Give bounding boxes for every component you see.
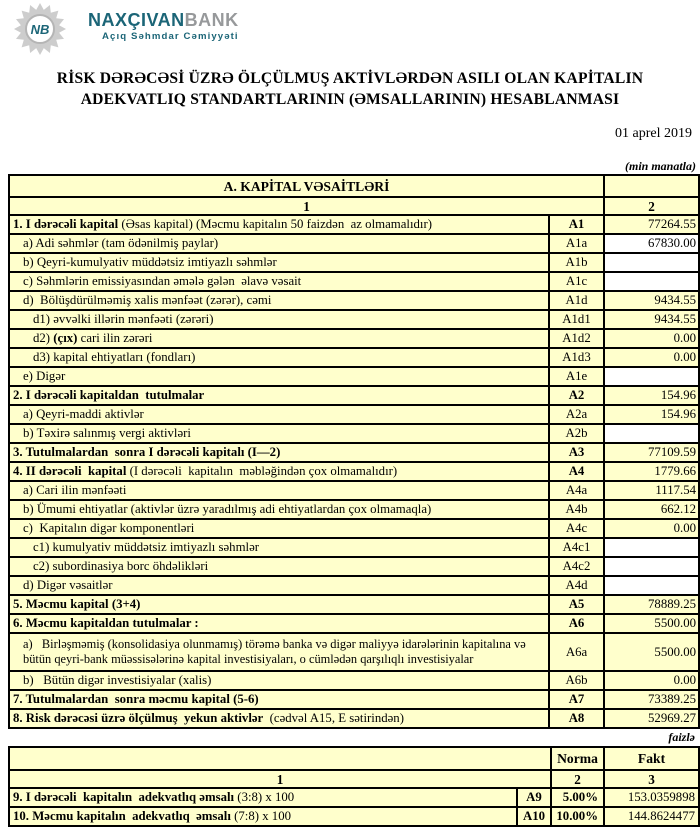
row-label-pre: c) Kapitalın digər komponentləri bbox=[23, 521, 195, 535]
capital-table-row bbox=[9, 234, 699, 253]
row-code: A4c bbox=[549, 519, 604, 538]
capital-table-row bbox=[9, 405, 699, 424]
row-value bbox=[604, 557, 699, 576]
row-label bbox=[9, 405, 549, 424]
colnum-label: 1 bbox=[9, 197, 604, 215]
row-value: 0.00 bbox=[604, 671, 699, 690]
row-label-pre: e) Digər bbox=[23, 369, 66, 383]
ratio-table-header-row bbox=[9, 747, 699, 770]
bank-emblem-monogram: NB bbox=[30, 22, 50, 37]
capital-table-row bbox=[9, 614, 699, 633]
bank-header bbox=[0, 0, 700, 58]
capital-table-row bbox=[9, 633, 699, 671]
ratio-table-colnum-row bbox=[9, 770, 699, 788]
section-header: A. KAPİTAL VƏSAİTLƏRİ bbox=[9, 175, 604, 197]
row-code: A4c2 bbox=[549, 557, 604, 576]
row-label-pre: c1) kumulyativ müddətsiz imtiyazlı səhmlər bbox=[33, 540, 260, 554]
row-norma: 10.00% bbox=[551, 807, 604, 826]
row-value: 662.12 bbox=[604, 500, 699, 519]
capital-table-row bbox=[9, 443, 699, 462]
row-label-rest: (cədvəl A15, E sətirindən) bbox=[263, 711, 404, 725]
ratio-header-empty-cell bbox=[9, 747, 551, 770]
row-label-pre: b) Təxirə salınmış vergi aktivləri bbox=[23, 426, 191, 440]
row-label-pre: d1) əvvəlki illərin mənfəəti (zərəri) bbox=[33, 312, 214, 326]
row-value: 0.00 bbox=[604, 519, 699, 538]
capital-table-row bbox=[9, 538, 699, 557]
row-label-pre: a) Adi səhmlər (tam ödənilmiş paylar) bbox=[23, 236, 219, 250]
row-value: 1117.54 bbox=[604, 481, 699, 500]
row-value: 5500.00 bbox=[604, 633, 699, 671]
row-label bbox=[9, 614, 549, 633]
row-value bbox=[604, 253, 699, 272]
row-label-rest: (Əsas kapital) (Məcmu kapitalın 50 faizdən az olmamalıdır) bbox=[118, 217, 432, 231]
row-label-bold: 9. I dərəcəli kapitalın adekvatlıq əmsalı bbox=[13, 790, 235, 804]
row-label bbox=[9, 424, 549, 443]
row-code: A2b bbox=[549, 424, 604, 443]
row-code: A1b bbox=[549, 253, 604, 272]
row-code: A1d bbox=[549, 291, 604, 310]
row-label bbox=[9, 253, 549, 272]
capital-table-row bbox=[9, 519, 699, 538]
row-code: A2a bbox=[549, 405, 604, 424]
row-label-bold: 4. II dərəcəli kapital bbox=[13, 464, 127, 478]
row-label-bold: 5. Məcmu kapital (3+4) bbox=[13, 597, 141, 611]
colnum-value: 2 bbox=[604, 197, 699, 215]
row-label-pre: a) Cari ilin mənfəəti bbox=[23, 483, 127, 497]
row-label-bold: (çıx) bbox=[53, 331, 78, 345]
row-label-pre: b) Bütün digər investisiyalar (xalis) bbox=[23, 673, 212, 687]
capital-table-row bbox=[9, 367, 699, 386]
capital-table-row bbox=[9, 481, 699, 500]
capital-table-row bbox=[9, 576, 699, 595]
row-label bbox=[9, 788, 517, 807]
row-label bbox=[9, 367, 549, 386]
row-code: A2 bbox=[549, 386, 604, 405]
row-code: A1c bbox=[549, 272, 604, 291]
row-label bbox=[9, 807, 517, 826]
row-label bbox=[9, 519, 549, 538]
row-label bbox=[9, 348, 549, 367]
row-label bbox=[9, 462, 549, 481]
row-code: A4c1 bbox=[549, 538, 604, 557]
row-fakt: 153.0359898 bbox=[604, 788, 699, 807]
row-code: A1 bbox=[549, 215, 604, 234]
capital-table-colnum-row bbox=[9, 197, 699, 215]
row-label-pre: c2) subordinasiya borc öhdəlikləri bbox=[33, 559, 209, 573]
row-label bbox=[9, 291, 549, 310]
row-value: 154.96 bbox=[604, 405, 699, 424]
unit-note: (min manatla) bbox=[624, 159, 696, 173]
row-label bbox=[9, 538, 549, 557]
row-value bbox=[604, 424, 699, 443]
row-label-pre: b) Ümumi ehtiyatlar (aktivlər üzrə yaradılmış adi ehtiyatlardan çox olmamaqla) bbox=[23, 502, 432, 516]
row-value: 9434.55 bbox=[604, 291, 699, 310]
ratio-colnum-norma: 2 bbox=[551, 770, 604, 788]
row-label-pre: a) Birləşməmiş (konsolidasiya olunmamış) törəmə banka və digər maliyyə idarələrinin kapitalına və bütün qeyri-bank müəssisələrinə kapital investisiyaları, o cümlədən qarşılıqlı investisiyalar bbox=[23, 637, 529, 666]
row-code: A10 bbox=[517, 807, 551, 826]
ratio-header-norma: Norma bbox=[551, 747, 604, 770]
row-code: A8 bbox=[549, 709, 604, 728]
row-label bbox=[9, 234, 549, 253]
row-code: A5 bbox=[549, 595, 604, 614]
capital-table-row bbox=[9, 690, 699, 709]
percent-note: faizlə bbox=[668, 730, 695, 744]
bank-name-primary: NAXÇIVAN bbox=[88, 10, 185, 30]
row-label-bold: 8. Risk dərəcəsi üzrə ölçülmuş yekun aktivlər bbox=[13, 711, 264, 725]
capital-table-row bbox=[9, 253, 699, 272]
report-title bbox=[20, 68, 680, 110]
capital-table-row bbox=[9, 557, 699, 576]
row-label bbox=[9, 310, 549, 329]
row-label bbox=[9, 709, 549, 728]
row-label bbox=[9, 690, 549, 709]
row-code: A4a bbox=[549, 481, 604, 500]
row-value: 5500.00 bbox=[604, 614, 699, 633]
capital-table-row bbox=[9, 386, 699, 405]
row-fakt: 144.8624477 bbox=[604, 807, 699, 826]
row-label-pre: d) Bölüşdürülməmiş xalis mənfəət (zərər), cəmi bbox=[23, 293, 272, 307]
row-code: A1d3 bbox=[549, 348, 604, 367]
row-label bbox=[9, 633, 549, 671]
row-label bbox=[9, 671, 549, 690]
row-label-bold: 6. Məcmu kapitaldan tutulmalar : bbox=[13, 616, 199, 630]
row-value: 73389.25 bbox=[604, 690, 699, 709]
row-value: 77109.59 bbox=[604, 443, 699, 462]
ratio-colnum-label: 1 bbox=[9, 770, 551, 788]
capital-table-row bbox=[9, 424, 699, 443]
row-label bbox=[9, 443, 549, 462]
row-value bbox=[604, 367, 699, 386]
bank-name-secondary: BANK bbox=[184, 10, 239, 30]
row-norma: 5.00% bbox=[551, 788, 604, 807]
row-label-bold: 10. Məcmu kapitalın adekvatlıq əmsalı bbox=[13, 809, 231, 823]
row-code: A6b bbox=[549, 671, 604, 690]
row-code: A1e bbox=[549, 367, 604, 386]
capital-table-row bbox=[9, 291, 699, 310]
row-label-pre: a) Qeyri-maddi aktivlər bbox=[23, 407, 144, 421]
row-value: 0.00 bbox=[604, 348, 699, 367]
capital-table bbox=[8, 174, 700, 729]
report-date: 01 aprel 2019 bbox=[615, 126, 692, 141]
row-label-rest: (3:8) x 100 bbox=[234, 790, 295, 804]
row-label bbox=[9, 595, 549, 614]
row-code: A4b bbox=[549, 500, 604, 519]
row-label-rest: (7:8) x 100 bbox=[230, 809, 291, 823]
row-value: 0.00 bbox=[604, 329, 699, 348]
bank-name bbox=[88, 10, 239, 31]
row-value: 1779.66 bbox=[604, 462, 699, 481]
ratio-table bbox=[8, 746, 700, 827]
row-label bbox=[9, 215, 549, 234]
row-label bbox=[9, 386, 549, 405]
row-label-bold: 3. Tutulmalardan sonra I dərəcəli kapitalı (I—2) bbox=[13, 445, 281, 459]
bank-emblem bbox=[13, 3, 67, 55]
row-label-pre: b) Qeyri-kumulyativ müddətsiz imtiyazlı səhmlər bbox=[23, 255, 277, 269]
capital-table-row bbox=[9, 272, 699, 291]
ratio-header-fakt: Fakt bbox=[604, 747, 699, 770]
capital-table-header-row bbox=[9, 175, 699, 197]
row-value bbox=[604, 576, 699, 595]
ratio-colnum-fakt: 3 bbox=[604, 770, 699, 788]
row-label-pre: d3) kapital ehtiyatları (fondları) bbox=[33, 350, 196, 364]
row-value: 9434.55 bbox=[604, 310, 699, 329]
row-code: A7 bbox=[549, 690, 604, 709]
row-label bbox=[9, 557, 549, 576]
row-label-pre: c) Səhmlərin emissiyasından əmələ gələn əlavə vəsait bbox=[23, 274, 302, 288]
row-label-pre: d) Digər vəsaitlər bbox=[23, 578, 113, 592]
bank-subtitle: Açıq Səhmdar Cəmiyyəti bbox=[102, 31, 239, 42]
row-label bbox=[9, 329, 549, 348]
row-value: 77264.55 bbox=[604, 215, 699, 234]
row-code: A4 bbox=[549, 462, 604, 481]
row-code: A6 bbox=[549, 614, 604, 633]
capital-table-row bbox=[9, 462, 699, 481]
row-label-bold: 1. I dərəcəli kapital bbox=[13, 217, 119, 231]
row-code: A6a bbox=[549, 633, 604, 671]
row-label bbox=[9, 481, 549, 500]
row-code: A1a bbox=[549, 234, 604, 253]
row-code: A4d bbox=[549, 576, 604, 595]
row-label-rest: cari ilin zərəri bbox=[77, 331, 153, 345]
row-label-bold: 2. I dərəcəli kapitaldan tutulmalar bbox=[13, 388, 205, 402]
capital-table-row bbox=[9, 348, 699, 367]
row-code: A3 bbox=[549, 443, 604, 462]
row-value: 154.96 bbox=[604, 386, 699, 405]
report-title-line2: ADEKVATLIQ STANDARTLARININ (ƏMSALLARININ) HESABLANMASI bbox=[80, 91, 620, 108]
row-label-rest: (I dərəcəli kapitalın məbləğindən çox olmamalıdır) bbox=[126, 464, 398, 478]
row-value bbox=[604, 272, 699, 291]
row-label bbox=[9, 500, 549, 519]
capital-table-row bbox=[9, 595, 699, 614]
capital-table-row bbox=[9, 215, 699, 234]
ratio-table-row bbox=[9, 788, 699, 807]
row-code: A1d1 bbox=[549, 310, 604, 329]
ratio-table-row bbox=[9, 807, 699, 826]
row-value: 67830.00 bbox=[604, 234, 699, 253]
report-title-line1: RİSK DƏRƏCƏSİ ÜZRƏ ÖLÇÜLMUŞ AKTİVLƏRDƏN ASILI OLAN KAPİTALIN bbox=[56, 70, 644, 87]
row-value bbox=[604, 538, 699, 557]
row-label-pre: d2) bbox=[33, 331, 54, 345]
row-value: 78889.25 bbox=[604, 595, 699, 614]
section-header-empty-cell bbox=[604, 175, 699, 197]
row-code: A1d2 bbox=[549, 329, 604, 348]
row-label-bold: 7. Tutulmalardan sonra məcmu kapital (5-6) bbox=[13, 692, 259, 706]
capital-table-row bbox=[9, 709, 699, 728]
capital-table-row bbox=[9, 500, 699, 519]
capital-table-row bbox=[9, 310, 699, 329]
row-label bbox=[9, 576, 549, 595]
row-label bbox=[9, 272, 549, 291]
row-value: 52969.27 bbox=[604, 709, 699, 728]
capital-table-row bbox=[9, 329, 699, 348]
row-code: A9 bbox=[517, 788, 551, 807]
capital-table-row bbox=[9, 671, 699, 690]
